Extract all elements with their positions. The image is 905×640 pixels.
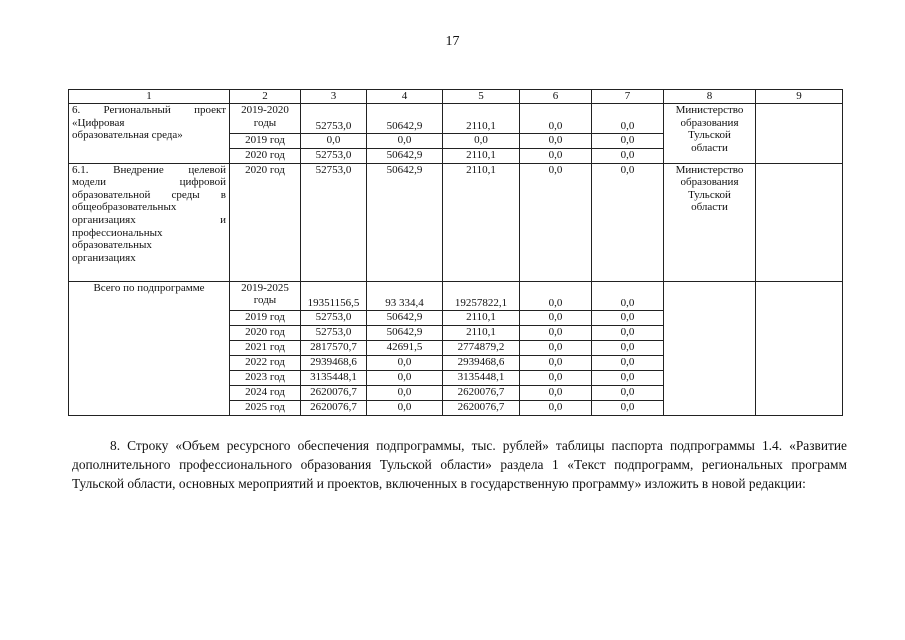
empty-cell [756, 163, 843, 281]
value-cell: 0,0 [520, 281, 592, 311]
value-cell: 0,0 [520, 356, 592, 371]
value-cell: 2110,1 [443, 163, 520, 281]
col-header-1: 1 [69, 90, 230, 104]
value-cell: 0,0 [520, 401, 592, 416]
value-cell: 0,0 [301, 133, 367, 148]
value-cell: 52753,0 [301, 311, 367, 326]
value-cell: 0,0 [367, 401, 443, 416]
value-cell: 0,0 [443, 133, 520, 148]
period-cell: 2020 год [230, 163, 301, 281]
value-cell: 52753,0 [301, 104, 367, 134]
value-cell: 0,0 [592, 386, 664, 401]
value-cell: 19351156,5 [301, 281, 367, 311]
value-cell: 0,0 [520, 148, 592, 163]
value-cell: 0,0 [520, 326, 592, 341]
period-cell: 2020 год [230, 326, 301, 341]
value-cell: 0,0 [367, 356, 443, 371]
value-cell: 93 334,4 [367, 281, 443, 311]
value-cell: 19257822,1 [443, 281, 520, 311]
empty-cell [756, 104, 843, 164]
page-number: 17 [445, 34, 460, 49]
table-row [69, 104, 843, 134]
value-cell: 0,0 [592, 356, 664, 371]
value-cell: 0,0 [367, 133, 443, 148]
value-cell: 50642,9 [367, 163, 443, 281]
value-cell: 50642,9 [367, 104, 443, 134]
value-cell: 2110,1 [443, 326, 520, 341]
total-label: Всего по подпрограмме [69, 281, 230, 416]
value-cell: 0,0 [592, 341, 664, 356]
period-cell: 2022 год [230, 356, 301, 371]
responsible-ministry: Министерство образования Тульской области [664, 163, 756, 281]
empty-cell [664, 281, 756, 416]
value-cell: 3135448,1 [301, 371, 367, 386]
period-cell: 2020 год [230, 148, 301, 163]
period-cell: 2019-2025 годы [230, 281, 301, 311]
value-cell: 2939468,6 [301, 356, 367, 371]
value-cell: 0,0 [520, 311, 592, 326]
col-header-2: 2 [230, 90, 301, 104]
period-cell: 2023 год [230, 371, 301, 386]
value-cell: 0,0 [520, 133, 592, 148]
amendment-paragraph [72, 436, 847, 493]
period-cell: 2019-2020 годы [230, 104, 301, 134]
period-cell: 2019 год [230, 133, 301, 148]
value-cell: 0,0 [520, 341, 592, 356]
value-cell: 52753,0 [301, 163, 367, 281]
value-cell: 2939468,6 [443, 356, 520, 371]
value-cell: 2620076,7 [301, 401, 367, 416]
value-cell: 0,0 [592, 311, 664, 326]
table-row [69, 163, 843, 281]
empty-cell [756, 281, 843, 416]
value-cell: 50642,9 [367, 148, 443, 163]
period-cell: 2021 год [230, 341, 301, 356]
value-cell: 0,0 [592, 133, 664, 148]
budget-table [68, 89, 843, 416]
value-cell: 2110,1 [443, 104, 520, 134]
col-header-7: 7 [592, 90, 664, 104]
value-cell: 2110,1 [443, 311, 520, 326]
col-header-9: 9 [756, 90, 843, 104]
value-cell: 2620076,7 [443, 386, 520, 401]
value-cell: 0,0 [592, 326, 664, 341]
value-cell: 0,0 [592, 401, 664, 416]
col-header-8: 8 [664, 90, 756, 104]
value-cell: 0,0 [592, 148, 664, 163]
col-header-6: 6 [520, 90, 592, 104]
value-cell: 42691,5 [367, 341, 443, 356]
value-cell: 2110,1 [443, 148, 520, 163]
value-cell: 0,0 [520, 386, 592, 401]
responsible-ministry: Министерство образования Тульской области [664, 104, 756, 164]
value-cell: 0,0 [592, 163, 664, 281]
value-cell: 52753,0 [301, 326, 367, 341]
value-cell: 0,0 [520, 371, 592, 386]
value-cell: 0,0 [592, 104, 664, 134]
value-cell: 2620076,7 [301, 386, 367, 401]
col-header-4: 4 [367, 90, 443, 104]
value-cell: 0,0 [592, 371, 664, 386]
value-cell: 0,0 [520, 104, 592, 134]
value-cell: 50642,9 [367, 311, 443, 326]
value-cell: 52753,0 [301, 148, 367, 163]
project-6-name: 6. Региональный проект «Цифровая образовательная среда» [69, 104, 230, 164]
col-header-3: 3 [301, 90, 367, 104]
measure-6-1-name: 6.1. Внедрение целевой модели цифровой образовательной среды в общеобразовательных организациях и профессиональных образовательных организациях [69, 163, 230, 281]
value-cell: 0,0 [520, 163, 592, 281]
amendment-text: 8. Строку «Объем ресурсного обеспечения подпрограммы, тыс. рублей» таблицы паспорта подпрограммы 1.4. «Развитие дополнительного профессионального образования Тульской области» раздела 1 «Текст подпрограмм, региональных программ Тульской области, основных мероприятий и проектов, включенных в государственную программу» изложить в новой редакции: [72, 438, 847, 491]
period-cell: 2024 год [230, 386, 301, 401]
value-cell: 3135448,1 [443, 371, 520, 386]
header-row [69, 90, 843, 104]
value-cell: 2774879,2 [443, 341, 520, 356]
period-cell: 2019 год [230, 311, 301, 326]
value-cell: 0,0 [367, 386, 443, 401]
value-cell: 0,0 [592, 281, 664, 311]
period-cell: 2025 год [230, 401, 301, 416]
value-cell: 50642,9 [367, 326, 443, 341]
value-cell: 0,0 [367, 371, 443, 386]
value-cell: 2620076,7 [443, 401, 520, 416]
col-header-5: 5 [443, 90, 520, 104]
table-row [69, 281, 843, 311]
value-cell: 2817570,7 [301, 341, 367, 356]
